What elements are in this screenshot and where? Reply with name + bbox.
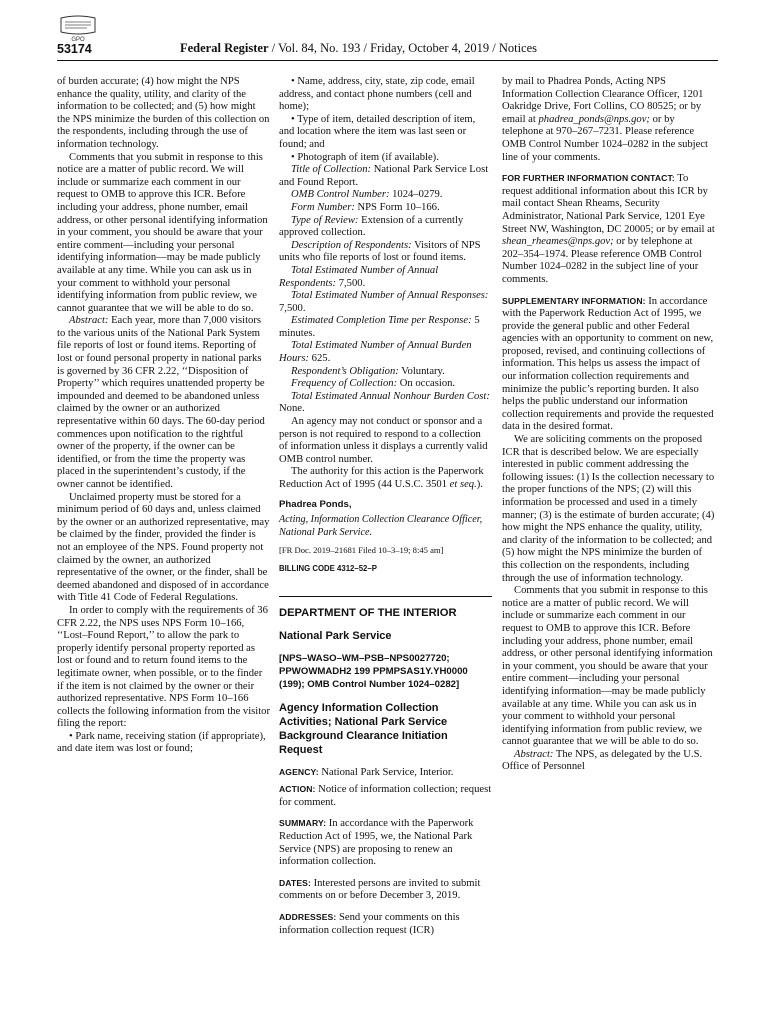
respondents-description: Description of Respondents: Visitors of NPS units who file reports of lost or found items.: [279, 239, 481, 264]
action-section: ACTION: Notice of information collection; request for comment.: [279, 784, 492, 808]
supplementary-section: SUPPLEMENTARY INFORMATION: In accordance with the Paperwork Reduction Act of 1995, we provide the general public and other Federal agencies with an opportunity to comment on new, proposed, revised, and continuing collections of information. This helps us assess the impact of our information collection requirements and minimize the public’s reporting burden. It also helps the public understand our information collection requirements and provide the requested data in the desired format.: [502, 295, 714, 433]
burden-hours: Total Estimated Number of Annual Burden Hours: 625.: [279, 340, 472, 365]
fr-doc-line: [FR Doc. 2019–21681 Filed 10–3–19; 8:45 am]: [279, 545, 444, 556]
column-1: [57, 76, 270, 756]
paragraph: In order to comply with the requirements of 36 CFR 2.22, the NPS uses NPS Form 10–166, ‘‘Lost–Found Report,’’ to allow the park to properly identify personal property reported as lost or found and to return found items to the legitimate owner, when possible, or to the finder if the item is not claimed by the owner or their authorized representative. NPS Form 10–166 collects the following information from the visitor filing the report:: [57, 604, 271, 730]
number-of-responses: Total Estimated Number of Annual Responses: 7,500.: [279, 290, 489, 314]
paragraph: of burden accurate; (4) how might the NPS enhance the quality, utility, and clarity of the information to be collected; and (5) how might the NPS minimize the burden of this collection on the respondents, including through the use of information technology.: [57, 76, 270, 150]
addresses-continued: by mail to Phadrea Ponds, Acting NPS Information Collection Clearance Officer, 1201 Oakridge Drive, Fort Collins, CO 80525; or by email at phadrea_ponds@nps.gov; or by telephone at 970–267–7231. Please reference OMB Control Number 1024–0282 in the subject line of your comments.: [502, 76, 708, 163]
subagency-heading: National Park Service: [279, 629, 392, 642]
abstract-paragraph: Abstract: The NPS, as delegated by the U.S. Office of Personnel: [502, 748, 703, 773]
paragraph: Comments that you submit in response to this notice are a matter of public record. We will include or summarize each comment in our request to OMB to approve this ICR. Before including your address, phone number, email address, or other personal identifying information in your comment, you should be aware that your entire comment—including your personal identifying information—may be made publicly available at any time. While you can ask us in your comment to withhold your personal identifying information from public review, we cannot guarantee that we will be able to do so.: [57, 151, 268, 314]
paragraph: An agency may not conduct or sponsor and a person is not required to respond to a collection of information unless it displays a currently valid OMB control number.: [279, 416, 488, 465]
contact-section: FOR FURTHER INFORMATION CONTACT: To request additional information about this ICR by mail contact Shean Rheams, Security Administrator, National Park Service, 1201 Eye Street NW, Washington, DC 20005; or by email at shean_rheames@nps.gov; or by telephone at 202–354–1974. Please reference OMB Control Number 1024–0282 in the subject line of your comments.: [502, 173, 715, 285]
abstract-label: Abstract:: [514, 748, 554, 760]
email-address: phadrea_ponds@nps.gov;: [538, 113, 650, 125]
abstract-label: Abstract:: [69, 315, 109, 327]
dates-section: DATES: Interested persons are invited to submit comments on or before December 3, 2019.: [279, 877, 481, 902]
collection-title: Title of Collection: National Park Service Lost and Found Report.: [279, 164, 489, 188]
running-head: [180, 41, 537, 56]
department-heading: DEPARTMENT OF THE INTERIOR: [279, 606, 457, 619]
document-title: Agency Information Collection Activities; National Park Service Background Clearance Initiation Request: [279, 701, 448, 756]
column-2: [279, 76, 492, 937]
nonhour-burden-cost: Total Estimated Annual Nonhour Burden Cost: None.: [279, 390, 490, 415]
docket-number: [NPS–WASO–WM–PSB–NPS0027720; PPWOWMADH2 199 PPMPSAS1Y.YH0000 (199); OMB Control Number 1024–0282]: [279, 652, 468, 690]
page-number: 53174: [57, 42, 92, 56]
authority-paragraph: The authority for this action is the Paperwork Reduction Act of 1995 (44 U.S.C. 3501 et seq.).: [279, 466, 484, 490]
addresses-section: ADDRESSES: Send your comments on this information collection request (ICR): [279, 911, 460, 936]
review-type: Type of Review: Extension of a currently approved collection.: [279, 214, 464, 239]
svg-text:GPO: GPO: [71, 37, 85, 43]
summary-section: SUMMARY: In accordance with the Paperwork Reduction Act of 1995, we, the National Park Service (NPS) are proposing to renew an information collection.: [279, 818, 474, 868]
header-rule: [57, 60, 718, 61]
respondent-obligation: Respondent’s Obligation: Voluntary.: [291, 365, 445, 377]
paragraph: Comments that you submit in response to this notice are a matter of public record. We will include or summarize each comment in our request to OMB to approve this ICR. Before including your address, phone number, email address, or other personal identifying information in your comment, you should be aware that your entire comment—including your personal identifying information—may be made publicly available at any time. While you can ask us in your comment to withhold your personal identifying information from public review, we cannot guarantee that we will be able to do so.: [502, 585, 713, 748]
bullet-item: • Photograph of item (if available).: [291, 151, 439, 163]
omb-control-number: OMB Control Number: 1024–0279.: [291, 189, 443, 201]
gpo-authenticated-logo: [57, 14, 99, 44]
document-separator: [279, 596, 492, 597]
number-of-respondents: Total Estimated Number of Annual Respondents: 7,500.: [279, 264, 439, 289]
publication-name: Federal Register: [180, 41, 269, 55]
abstract-paragraph: Abstract: Each year, more than 7,000 visitors to the various units of the National Park System file reports of lost or found items. Reporting of lost or found personal property in national parks is governed by 36 CFR 2.22, ‘‘Disposition of Property’’ which requires unattended property be impounded and deemed to be abandoned unless claimed by the owner or an authorized representative within 60 days. The 60-day period commences upon notification to the rightful owner of the property, if the owner can be identified, or from the time the property was placed in the superintendent’s custody, if the owner cannot be identified.: [57, 315, 265, 490]
paragraph: Unclaimed property must be stored for a minimum period of 60 days and, unless claimed by the owner or an authorized representative, may be claimed by the finder, provided the finder is not an employee of the NPS. Found property not claimed by the owner, an authorized representative of the owner, or the finder, shall be deemed abandoned and disposed of in accordance with Title 41 Code of Federal Regulations.: [57, 491, 270, 604]
bullet-item: • Type of item, detailed description of item, and location where the item was last seen or found; and: [279, 113, 476, 150]
billing-code: BILLING CODE 4312–52–P: [279, 563, 377, 573]
bullet-item: • Park name, receiving station (if appropriate), and date item was lost or found;: [57, 730, 266, 755]
column-3: [502, 76, 715, 774]
signer-title: Acting, Information Collection Clearance Officer, National Park Service.: [279, 514, 483, 538]
signer-name: Phadrea Ponds,: [279, 498, 352, 510]
email-address: shean_rheames@nps.gov;: [502, 236, 614, 248]
collection-frequency: Frequency of Collection: On occasion.: [291, 378, 456, 390]
form-number: Form Number: NPS Form 10–166.: [291, 201, 440, 213]
issue-details: / Vol. 84, No. 193 / Friday, October 4, 2019 / Notices: [268, 41, 538, 55]
agency-section: AGENCY: National Park Service, Interior.: [279, 766, 454, 778]
bullet-item: • Name, address, city, state, zip code, email address, and contact phone numbers (cell and home);: [279, 76, 475, 113]
paragraph: We are soliciting comments on the proposed ICR that is described below. We are especially interested in public comment addressing the following issues: (1) Is the collection necessary to the proper functions of the NPS; (2) will this information be processed and used in a timely manner; (3) is the estimate of burden accurate; (4) how might the NPS enhance the quality, utility, and clarity of the information to be collected; and (5) how might the NPS minimize the burden of this collection on the respondents, including through the use of information technology.: [502, 434, 715, 584]
completion-time: Estimated Completion Time per Response: 5 minutes.: [279, 315, 480, 339]
